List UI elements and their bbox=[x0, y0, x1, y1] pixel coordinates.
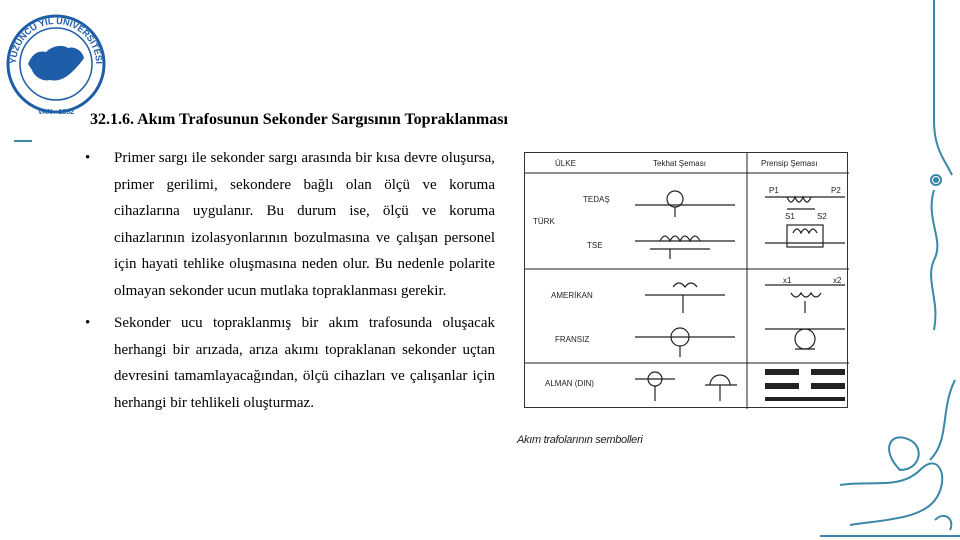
terminal-label: P2 bbox=[831, 186, 841, 195]
prensip-symbol-amerikan bbox=[765, 285, 845, 313]
prensip-symbol-alman bbox=[765, 369, 845, 401]
terminal-label: x2 bbox=[833, 276, 842, 285]
bullet-text: Sekonder ucu topraklanmış bir akım trafosunda oluşacak herhangi bir arızada, arıza akımı topraklanan sekonder uçtan devresini tamamlayacağından, ölçü cihazları ve çalışanlar için herhangi bir tehlikeli oluşturmaz. bbox=[114, 315, 495, 411]
figure-header-tekhat: Tekhat Şeması bbox=[653, 159, 706, 168]
logo-ring-text: YÜZÜNCÜ YIL ÜNİVERSİTESİ bbox=[7, 15, 105, 65]
bullet-text: Primer sargı ile sekonder sargı arasında bir kısa devre oluşursa, primer gerilimi, sekondere bağlı olan ölçü ve koruma cihazlarına uygulanır. Bu durum ise, ölçü ve koruma cihazlarının izolasyonlarının bozulmasına ve çalışan personel için hayati tehlike oluşmasına neden olur. Bu nedenle polarite olmayan sekonder ucun mutlaka topraklanması gerekir. bbox=[114, 150, 495, 299]
bullet-item bbox=[85, 145, 495, 304]
prensip-symbol-tse bbox=[765, 225, 845, 247]
row-sublabel-tse: TSE bbox=[587, 241, 603, 250]
terminal-label: S2 bbox=[817, 212, 827, 221]
tekhat-symbol-amerikan bbox=[645, 283, 725, 313]
row-sublabel-tedas: TEDAŞ bbox=[583, 195, 610, 204]
symbols-drawing bbox=[525, 153, 849, 409]
terminal-label: x1 bbox=[783, 276, 792, 285]
bullet-marker: • bbox=[85, 150, 91, 166]
row-label-alman: ALMAN (DIN) bbox=[545, 379, 594, 388]
tekhat-symbol-tse bbox=[635, 236, 735, 259]
bullet-marker: • bbox=[85, 315, 91, 331]
page-title: 32.1.6. Akım Trafosunun Sekonder Sargısının Topraklanması bbox=[90, 111, 508, 128]
terminal-label: S1 bbox=[785, 212, 795, 221]
tekhat-symbol-fransiz bbox=[635, 328, 735, 357]
accent-rule bbox=[14, 140, 32, 142]
tekhat-symbol-tedas bbox=[635, 191, 735, 217]
tekhat-symbol-alman bbox=[635, 372, 737, 401]
symbols-figure bbox=[524, 152, 848, 410]
bullet-list bbox=[85, 145, 495, 422]
figure-header-country: ÜLKE bbox=[555, 159, 576, 168]
symbols-table bbox=[524, 152, 848, 408]
terminal-label: P1 bbox=[769, 186, 779, 195]
prensip-symbol-tedas bbox=[765, 197, 845, 209]
row-label-amerikan: AMERİKAN bbox=[551, 291, 593, 300]
figure-header-prensip: Prensip Şeması bbox=[761, 159, 818, 168]
university-seal-icon bbox=[2, 2, 106, 120]
row-label-turk: TÜRK bbox=[533, 217, 555, 226]
logo-year-text: VAN - 1982 bbox=[37, 109, 75, 116]
prensip-symbol-fransiz bbox=[765, 329, 845, 349]
row-label-fransiz: FRANSIZ bbox=[555, 335, 590, 344]
figure-caption: Akım trafolarının sembolleri bbox=[517, 434, 643, 446]
bullet-item bbox=[85, 310, 495, 416]
